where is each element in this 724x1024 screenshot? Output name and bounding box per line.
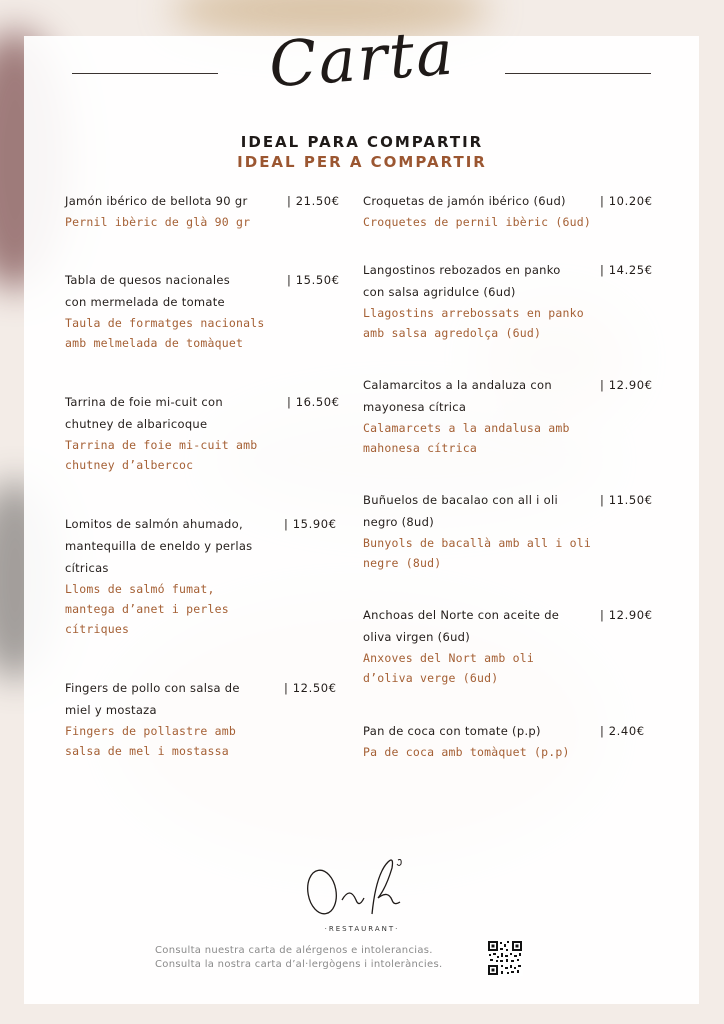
- dish-name-es: cítricas: [65, 561, 109, 575]
- dish-name-ca: d’oliva verge (6ud): [363, 671, 499, 685]
- dish-name-es: Croquetas de jamón ibérico (6ud): [363, 194, 566, 208]
- oak-logo: [300, 852, 420, 932]
- dish-name-ca: Taula de formatges nacionals: [65, 316, 265, 330]
- dish-name-ca: cítriques: [65, 622, 130, 636]
- dish-name-es: miel y mostaza: [65, 703, 157, 717]
- dish-name-es: mantequilla de eneldo y perlas: [65, 539, 253, 553]
- dish-name-es: mayonesa cítrica: [363, 400, 467, 414]
- section-heading-ca: IDEAL PER A COMPARTIR: [237, 153, 487, 171]
- dish-name-es: Calamarcitos a la andaluza con: [363, 378, 552, 392]
- dish-price: | 12.90€: [600, 378, 653, 392]
- dish-name-es: con salsa agridulce (6ud): [363, 285, 516, 299]
- dish-name-ca: mahonesa cítrica: [363, 441, 477, 455]
- menu-item: [363, 374, 570, 458]
- dish-name-es: con mermelada de tomate: [65, 295, 225, 309]
- dish-name-es: Lomitos de salmón ahumado,: [65, 517, 243, 531]
- dish-name-ca: chutney d’albercoc: [65, 458, 194, 472]
- dish-price: | 12.90€: [600, 608, 653, 622]
- dish-name-es: Fingers de pollo con salsa de: [65, 681, 240, 695]
- qr-code-icon[interactable]: [487, 940, 523, 976]
- dish-name-es: Tarrina de foie mi-cuit con: [65, 395, 223, 409]
- dish-price: | 11.50€: [600, 493, 653, 507]
- menu-item: [65, 269, 264, 353]
- menu-item: [65, 190, 250, 232]
- dish-name-es: negro (8ud): [363, 515, 435, 529]
- dish-price: | 15.90€: [284, 517, 337, 531]
- dish-price: | 16.50€: [287, 395, 340, 409]
- menu-item: [65, 391, 257, 475]
- allergen-notice: [155, 944, 442, 972]
- dish-price: | 12.50€: [284, 681, 337, 695]
- dish-name-ca: Bunyols de bacallà amb all i oli: [363, 536, 591, 550]
- dish-name-es: Jamón ibérico de bellota 90 gr: [65, 194, 248, 208]
- dish-name-ca: Croquetes de pernil ibèric (6ud): [363, 215, 591, 229]
- dish-price: | 2.40€: [600, 724, 645, 738]
- menu-item: [363, 489, 591, 573]
- menu-item: [363, 720, 570, 762]
- dish-name-ca: amb salsa agredolça (6ud): [363, 326, 542, 340]
- dish-name-es: chutney de albaricoque: [65, 417, 208, 431]
- section-heading-es: IDEAL PARA COMPARTIR: [240, 133, 484, 151]
- dish-name-es: Tabla de quesos nacionales: [65, 273, 231, 287]
- dish-name-ca: Calamarcets a la andalusa amb: [363, 421, 570, 435]
- dish-name-es: Buñuelos de bacalao con all i oli: [363, 493, 558, 507]
- menu-item: [363, 604, 559, 688]
- dish-name-ca: Pa de coca amb tomàquet (p.p): [363, 745, 570, 759]
- logo-subtitle: ·RESTAURANT·: [324, 925, 400, 933]
- menu-title: Carta: [266, 15, 458, 102]
- dish-name-ca: salsa de mel i mostassa: [65, 744, 229, 758]
- dish-price: | 15.50€: [287, 273, 340, 287]
- dish-name-ca: amb melmelada de tomàquet: [65, 336, 244, 350]
- dish-name-es: Anchoas del Norte con aceite de: [363, 608, 560, 622]
- dish-name-ca: mantega d’anet i perles: [65, 602, 229, 616]
- dish-name-ca: Llagostins arrebossats en panko: [363, 306, 584, 320]
- dish-name-ca: negre (8ud): [363, 556, 442, 570]
- dish-price: | 10.20€: [600, 194, 653, 208]
- dish-name-es: oliva virgen (6ud): [363, 630, 471, 644]
- allergen-notice-es: Consulta nuestra carta de alérgenos e intolerancias.: [155, 945, 433, 956]
- menu-item: [65, 513, 252, 639]
- dish-name-ca: Pernil ibèric de glà 90 gr: [65, 215, 251, 229]
- dish-price: | 14.25€: [600, 263, 653, 277]
- dish-name-ca: Lloms de salmó fumat,: [65, 582, 215, 596]
- dish-price: | 21.50€: [287, 194, 340, 208]
- allergen-notice-ca: Consulta la nostra carta d’al·lergògens i intoleràncies.: [155, 959, 443, 970]
- dish-name-es: Langostinos rebozados en panko: [363, 263, 561, 277]
- dish-name-ca: Tarrina de foie mi-cuit amb: [65, 438, 258, 452]
- menu-item: [363, 190, 591, 232]
- menu-item: [363, 259, 584, 343]
- dish-name-ca: Anxoves del Nort amb oli: [363, 651, 534, 665]
- menu-item: [65, 677, 240, 761]
- dish-name-es: Pan de coca con tomate (p.p): [363, 724, 541, 738]
- dish-name-ca: Fingers de pollastre amb: [65, 724, 236, 738]
